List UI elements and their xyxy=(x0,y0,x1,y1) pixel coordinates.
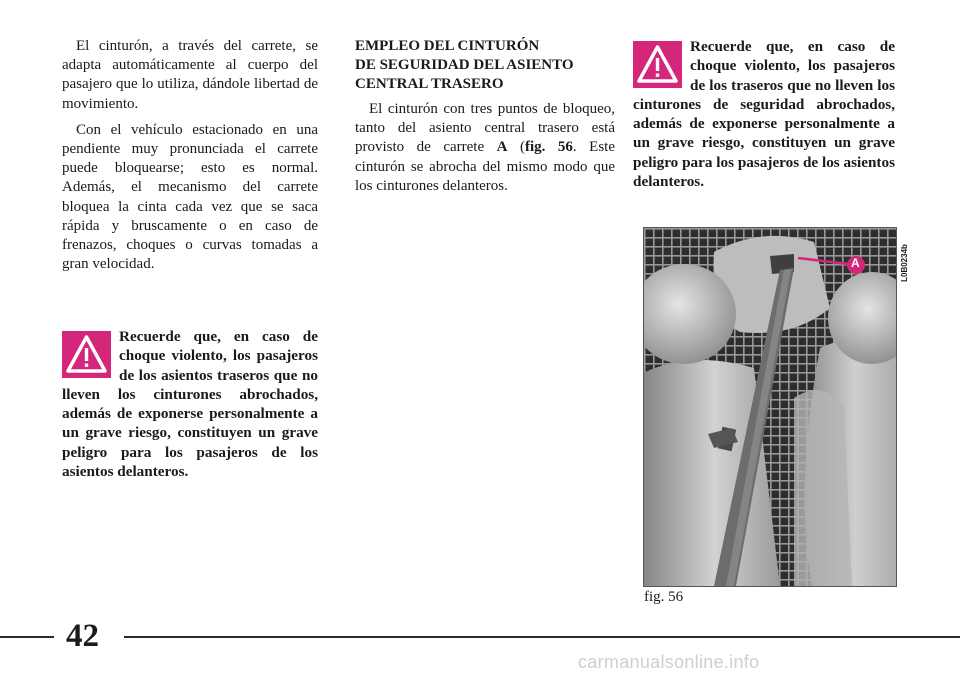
heading-line: EMPLEO DEL CINTURÓN xyxy=(355,38,540,54)
left-column xyxy=(62,37,318,274)
watermark: carmanualsonline.info xyxy=(578,652,760,672)
ref-letter: A xyxy=(496,139,508,156)
footer-rule xyxy=(0,636,54,638)
figure-code xyxy=(898,228,910,298)
heading-line: CENTRAL TRASERO xyxy=(355,76,504,92)
warning-block-right xyxy=(633,37,895,191)
svg-text:L0B0234b: L0B0234b xyxy=(900,244,909,282)
middle-column xyxy=(355,37,615,196)
page-number: 42 xyxy=(66,618,99,654)
warning-icon xyxy=(62,331,111,378)
paragraph-carrete: El cinturón, a través del carrete, se adapta automáticamente al cuerpo del pasajero que lo utiliza, dándole libertad de movimiento. xyxy=(62,38,318,112)
seatbelt-photo xyxy=(644,228,896,586)
paragraph-cinturon-central: El cinturón con tres puntos de bloqueo, tanto del asiento central trasero está provisto de carrete A (fig. 56. Este cinturón se abrocha del mismo modo que los cinturones delanteros. xyxy=(355,101,616,194)
warning-text: Recuerde que, en caso de choque violento, los pasajeros de los traseros que no lleven los cinturones de seguridad abrochados, además de exponerse personalmente a un grave riesgo, constituyen un grave peligro para los pasajeros de los asientos delanteros. xyxy=(633,38,895,191)
callout-label-a: A xyxy=(851,256,860,270)
paragraph-bloqueo: Con el vehículo estacionado en una pendiente muy pronunciada el carrete puede bloquearse; esto es normal. Además, el mecanismo del carrete bloquea la cinta cada vez que se saca rápida y bruscamente o en caso de frenazos, choques o curvas tomadas a gran velocidad. xyxy=(62,121,318,273)
section-heading xyxy=(355,37,615,94)
heading-line: DE SEGURIDAD DEL ASIENTO xyxy=(355,57,574,73)
warning-icon xyxy=(633,41,682,88)
warning-text: Recuerde que, en caso de choque violento, los pasajeros de los asientos traseros que no lleven los cinturones abrochados, además de exponerse personalmente a un grave riesgo, constituyen un grave peligro para los pasajeros de los asientos delanteros. xyxy=(62,328,318,481)
fig-reference: fig. 56 xyxy=(525,139,573,156)
warning-block-left xyxy=(62,327,318,481)
seatbelt-figure xyxy=(643,227,897,587)
footer-rule xyxy=(124,636,960,638)
figure-caption: fig. 56 xyxy=(644,589,684,605)
